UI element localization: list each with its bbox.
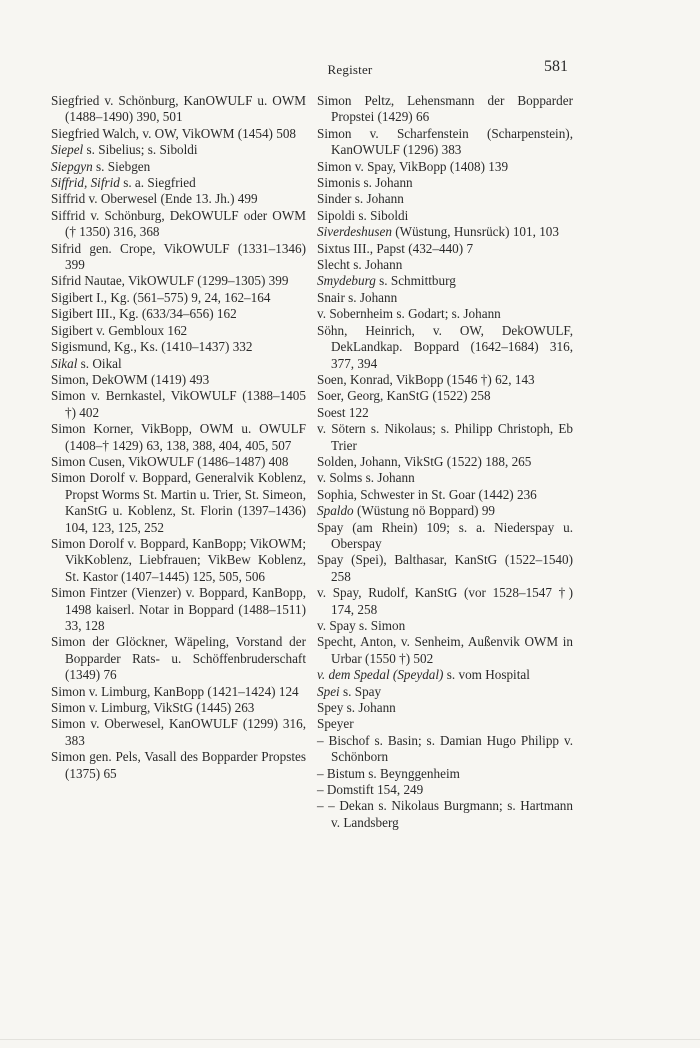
register-entry [51,306,306,322]
entry-detail: (Wüstung nö Boppard) 99 [353,503,496,519]
entry-headword: Simon [51,535,86,551]
entry-headword: Simon [317,93,352,108]
register-entry [51,93,306,126]
entry-headword: Simon [51,421,86,437]
page-bottom-rule [0,1039,700,1040]
register-entry [51,323,306,339]
entry-detail: s. Schmittburg [375,273,456,289]
entry-headword: – [317,732,324,748]
register-entry [317,159,573,175]
entry-headword: v. Spay [317,618,356,633]
entry-headword: Slecht [317,257,350,273]
entry-headword: v. Sötern [317,421,366,437]
entry-headword: Siegfried [51,93,100,108]
entry-detail: , Georg, KanStG (1522) 258 [340,388,491,404]
register-entry [317,323,573,372]
entry-detail: v. Limburg, VikStG (1445) 263 [85,700,255,716]
entry-detail: v. Limburg, KanBopp (1421–1424) 124 [85,683,299,699]
register-column-right [317,93,573,831]
register-entry [317,372,573,388]
entry-headword: Simon [51,683,86,699]
register-entry [317,667,573,683]
register-entry [317,191,573,207]
entry-headword: Sipoldi [317,207,356,223]
entry-headword: Siverdeshusen [317,224,392,240]
register-entry [317,126,573,159]
register-entry [51,290,306,306]
register-entry [317,585,573,618]
entry-detail: , Anton, v. Senheim, Außenvik OWM in Urbar (1550 †) 502 [331,634,573,666]
entry-headword: Sifrid [51,273,82,289]
entry-detail: v. Bernkastel, VikOWULF (1388–1405 †) 402 [65,388,306,420]
entry-detail: s. Johann [349,257,403,273]
register-entry [317,257,573,273]
entry-detail: s. Siebgen [92,158,151,174]
entry-detail: v. Oberwesel, KanOWULF (1299) 316, 383 [65,716,306,748]
entry-detail: , DekOWM (1419) 493 [85,371,210,387]
register-entry [317,733,573,766]
entry-detail: , Heinrich, v. OW, DekOWULF, DekLandkap. Boppard (1642–1684) 316, 377, 394 [331,322,573,371]
entry-detail: s. Simon [355,618,406,633]
entry-headword: Sikal [51,355,78,371]
register-entry [51,339,306,355]
entry-detail: v. Oberwesel (Ende 13. Jh.) 499 [85,191,258,207]
register-entry [51,241,306,274]
entry-headword: Sigibert [51,306,93,322]
register-entry [51,454,306,470]
register-entry [317,421,573,454]
entry-headword: Siepgyn [51,158,93,174]
entry-detail: III., Kg. (633/34–656) 162 [92,306,237,322]
register-entry [317,487,573,503]
entry-headword: Sigibert [51,289,93,305]
entry-detail: s. Siboldi [355,207,409,223]
entry-detail: gen. Crope, VikOWULF (1331–1346) 399 [65,240,306,273]
register-entry [317,716,573,732]
entry-headword: Simon [317,125,352,141]
entry-detail: v. Schönburg, KanOWULF u. OWM (1488–1490) 390, 501 [65,93,306,125]
entry-detail: Korner, VikBopp, OWM u. OWULF (1408–† 1429) 63, 138, 388, 404, 405, 507 [65,421,306,453]
register-entry [317,470,573,486]
entry-detail: s. Johann [360,175,413,191]
entry-detail: Bistum s. Beynggenheim [323,765,460,781]
entry-headword: Snair [317,289,345,305]
register-entry [51,142,306,158]
register-entry [51,208,306,241]
entry-headword: Specht [317,634,353,650]
entry-headword: Soer [317,388,341,404]
entry-headword: Spay [317,519,344,535]
entry-headword: Simon [51,388,86,404]
entry-headword: Simon [51,634,86,650]
entry-detail: s. Johann [343,700,396,716]
register-entry [51,273,306,289]
entry-detail: s. Sibelius; s. Siboldi [83,142,198,158]
register-entry [317,454,573,470]
entry-headword: Siepel [51,142,84,158]
entry-headword: Siffrid [51,207,86,223]
entry-headword: v. Spay [317,585,359,601]
entry-headword: Siegfried [51,125,100,141]
register-entry [317,306,573,322]
entry-detail: Peltz, Lehensmann der Bopparder Propstei (1429) 66 [331,93,573,125]
register-entry [51,470,306,536]
entry-detail: s. Oikal [77,355,122,371]
entry-headword: Sifrid [51,240,82,256]
register-entry [317,520,573,553]
register-entry [317,93,573,126]
entry-detail: Bischof s. Basin; s. Damian Hugo Philipp v. Schönborn [323,732,573,765]
register-entry [51,175,306,191]
register-entry [51,634,306,683]
entry-headword: – [317,765,324,781]
register-entry [317,405,573,421]
page-number: 581 [544,58,568,75]
entry-headword: – – [317,798,335,814]
entry-headword: Solden [317,453,354,469]
entry-detail: Dekan s. Nikolaus Burgmann; s. Hartmann v. Landsberg [331,798,573,830]
entry-headword: v. Solms [317,470,363,486]
entry-headword: Sophia [317,486,354,502]
entry-headword: Smydeburg [317,273,376,289]
register-entry [317,634,573,667]
entry-headword: v. Sobernheim [317,306,394,322]
register-entry [317,388,573,404]
entry-headword: Simon [51,585,86,601]
entry-detail: v. Schönburg, DekOWULF oder OWM († 1350) 316, 368 [65,207,306,240]
entry-detail: s. Spay [339,683,382,699]
register-entry [51,356,306,372]
register-entry [317,766,573,782]
register-entry [317,224,573,240]
register-column-left [51,93,306,782]
entry-detail: s. Godart; s. Johann [393,306,501,322]
register-entry [317,618,573,634]
entry-headword: Spey [317,700,344,716]
entry-detail: (Wüstung, Hunsrück) 101, 103 [391,224,559,240]
entry-detail: I., Kg. (561–575) 9, 24, 162–164 [92,289,271,305]
register-entry [317,782,573,798]
entry-headword: Simon [51,371,86,387]
entry-headword: Sigismund [51,339,108,355]
register-entry [317,700,573,716]
entry-detail: s. Johann [344,289,398,305]
entry-detail: , Schwester in St. Goar (1442) 236 [353,486,537,502]
entry-detail: Walch, v. OW, VikOWM (1454) 508 [99,125,297,141]
entry-headword: Spaldo [317,503,354,519]
entry-headword: Simon [51,749,86,765]
register-entry [51,684,306,700]
register-entry [317,290,573,306]
entry-headword: Simonis [317,175,361,191]
entry-headword: Simon [317,158,352,174]
entry-detail: s. vom Hospital [443,667,530,683]
entry-detail: , Konrad, VikBopp (1546 †) 62, 143 [343,371,535,387]
entry-detail: s. a. Siegfried [119,175,196,191]
entry-headword: Speyer [317,716,354,732]
register-entry [317,175,573,191]
entry-detail: der Glöckner, Wäpeling, Vorstand der Bopparder Rats- u. Schöffenbruderschaft (1349) 76 [65,634,306,683]
entry-headword: Soest [317,404,346,420]
entry-detail: s. Johann [351,191,404,207]
running-header-title: Register [327,62,373,77]
register-entry [51,388,306,421]
register-entry [317,273,573,289]
entry-detail: v. Scharfenstein (Scharpenstein), KanOWULF (1296) 383 [331,125,573,158]
register-entry [51,372,306,388]
entry-headword: Sixtus [317,240,350,256]
entry-detail: gen. Pels, Vasall des Bopparder Propstes (1375) 65 [65,749,306,781]
entry-headword: Spei [317,683,340,699]
entry-headword: Siffrid [51,191,86,207]
entry-headword: v. dem Spedal (Speydal) [317,667,444,683]
register-entry [51,585,306,634]
entry-headword: Simon [51,470,86,486]
entry-detail: Dorolf v. Boppard, KanBopp; VikOWM; VikKoblenz, Liebfrauen; VikBew Koblenz, St. Kastor (1407–1445) 125, 505, 506 [65,535,306,584]
register-entry [51,536,306,585]
register-entry [51,126,306,142]
entry-detail: 122 [345,404,369,420]
entry-detail: (Spei), Balthasar, KanStG (1522–1540) 258 [331,552,573,584]
entry-detail: Dorolf v. Boppard, Generalvik Koblenz, Propst Worms St. Martin u. Trier, St. Simeon, KanStG u. Koblenz, St. Florin (1397–1436) 104, 123, 125, 252 [65,470,306,535]
entry-detail: v. Spay, VikBopp (1408) 139 [351,158,509,174]
entry-detail: s. Johann [362,470,415,486]
register-entry [51,191,306,207]
register-entry [51,421,306,454]
entry-headword: Sigibert [51,322,93,338]
register-entry [317,798,573,831]
register-entry [317,241,573,257]
entry-detail: , Rudolf, KanStG (vor 1528–1547 †) 174, 258 [331,585,573,617]
register-entry [51,749,306,782]
entry-headword: Spay [317,552,344,568]
register-entry [51,700,306,716]
entry-detail: Fintzer (Vienzer) v. Boppard, KanBopp, 1498 kaiserl. Notar in Boppard (1488–1511) 33, 128 [65,585,306,633]
entry-detail: (am Rhein) 109; s. a. Niederspay u. Oberspay [331,519,573,551]
entry-detail: III., Papst (432–440) 7 [349,240,474,256]
entry-headword: Simon [51,716,86,732]
register-entry [317,684,573,700]
entry-detail: Cusen, VikOWULF (1486–1487) 408 [85,453,289,469]
register-entry [317,552,573,585]
entry-detail: v. Gembloux 162 [92,322,188,338]
register-entry [317,503,573,519]
entry-detail: Nautae, VikOWULF (1299–1305) 399 [81,273,289,289]
register-entry [51,159,306,175]
entry-detail: , Kg., Ks. (1410–1437) 332 [107,339,253,355]
entry-headword: Söhn [317,322,345,338]
entry-headword: Simon [51,453,86,469]
entry-headword: Siffrid, Sifrid [51,175,120,191]
entry-headword: Soen [317,371,344,387]
entry-detail: , Johann, VikStG (1522) 188, 265 [353,453,532,469]
register-entry [317,208,573,224]
entry-headword: Simon [51,700,86,716]
entry-detail: Domstift 154, 249 [323,782,424,798]
entry-headword: Sinder [317,191,352,207]
register-entry [51,716,306,749]
entry-headword: – [317,782,324,798]
entry-detail: s. Nikolaus; s. Philipp Christoph, Eb Trier [331,421,573,453]
